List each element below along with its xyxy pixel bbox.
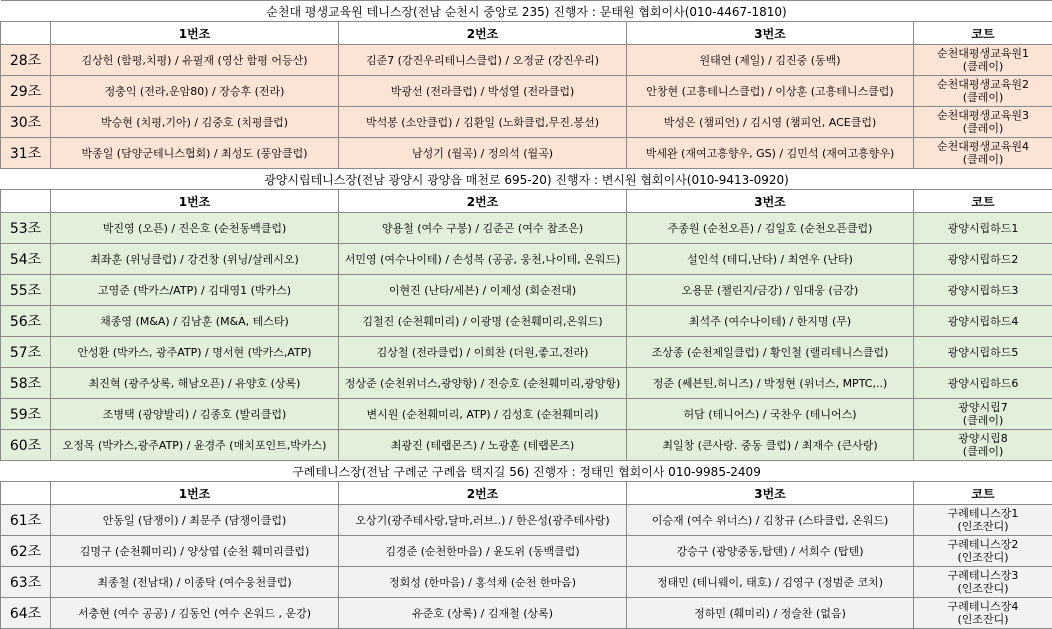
column-header: 2번조 (339, 190, 627, 213)
column-header: 코트 (914, 190, 1052, 213)
court-cell: 광양시립하드5 (914, 337, 1052, 368)
group-number-cell: 61조 (1, 505, 51, 536)
team-3-cell: 최일창 (큰사랑. 중동 클럽) / 최재수 (큰사랑) (627, 430, 914, 461)
team-2-cell: 김준7 (강진우리테니스클럽) / 오정균 (강진우리) (339, 45, 627, 76)
team-3-cell: 정준 (쎄븐틴,허니즈) / 박정현 (위너스, MPTC,..) (627, 368, 914, 399)
column-header: 1번조 (51, 190, 339, 213)
team-1-cell: 최진혁 (광주상록, 해남오픈) / 유양호 (상록) (51, 368, 339, 399)
court-cell: 순천대평생교육원3 (클레이) (914, 107, 1052, 138)
team-3-cell: 최석주 (여수나이테) / 한지명 (무) (627, 306, 914, 337)
team-3-cell: 주종원 (순천오픈) / 김일호 (순천오픈클럽) (627, 213, 914, 244)
team-2-cell: 남성기 (월곡) / 정의석 (월곡) (339, 138, 627, 169)
team-3-cell: 정하민 (훼미리) / 정슬찬 (없음) (627, 598, 914, 629)
court-cell: 광양시립하드2 (914, 244, 1052, 275)
venue-title: 구례테니스장(전남 구례군 구례읍 택지길 56) 진행자 : 정태민 협회이사 010-9985-2409 (1, 461, 1052, 482)
group-number-cell: 31조 (1, 138, 51, 169)
court-cell: 구례테니스장2 (인조잔디) (914, 536, 1052, 567)
group-number-cell: 53조 (1, 213, 51, 244)
court-cell: 구례테니스장4 (인조잔디) (914, 598, 1052, 629)
team-2-cell: 오상기(광주테사랑,달마,러브..) / 한은성(광주테사랑) (339, 505, 627, 536)
team-2-cell: 양용철 (여수 구봉) / 김준곤 (여수 참조은) (339, 213, 627, 244)
header-blank-cell (1, 482, 51, 505)
team-1-cell: 조병택 (광양발리) / 김종호 (발리클럽) (51, 399, 339, 430)
team-3-cell: 박세완 (재여고흥향우, GS) / 김민석 (재여고흥향우) (627, 138, 914, 169)
venue-row (1, 169, 1052, 190)
match-row (1, 505, 1052, 536)
group-number-cell: 62조 (1, 536, 51, 567)
court-cell: 구례테니스장3 (인조잔디) (914, 567, 1052, 598)
team-1-cell: 안동일 (담쟁이) / 최문주 (담쟁이클럽) (51, 505, 339, 536)
team-1-cell: 채종영 (M&A) / 김남훈 (M&A, 테스타) (51, 306, 339, 337)
team-1-cell: 박종일 (담양군테니스협회) / 최성도 (풍암클럽) (51, 138, 339, 169)
match-row (1, 567, 1052, 598)
venue-title: 광양시립테니스장(전남 광양시 광양읍 매천로 695-20) 진행자 : 변시원 협회이사(010-9413-0920) (1, 169, 1052, 190)
team-3-cell: 안창현 (고흥테니스클럽) / 이상훈 (고흥테니스클럽) (627, 76, 914, 107)
match-row (1, 598, 1052, 629)
court-cell: 순천대평생교육원2 (클레이) (914, 76, 1052, 107)
team-2-cell: 서민영 (여수나이테) / 손성복 (공공, 웅천,나이테, 온워드) (339, 244, 627, 275)
team-1-cell: 박진영 (오픈) / 진은호 (순천동백클럽) (51, 213, 339, 244)
team-1-cell: 정충익 (전라,운암80) / 장승후 (전라) (51, 76, 339, 107)
match-row (1, 536, 1052, 567)
venue-section (1, 169, 1052, 461)
team-3-cell: 강승구 (광양중동,탑텐) / 서희수 (탑텐) (627, 536, 914, 567)
court-cell: 광양시립8 (클레이) (914, 430, 1052, 461)
team-1-cell: 오정목 (박카스,광주ATP) / 윤경주 (매치포인트,박카스) (51, 430, 339, 461)
column-header: 3번조 (627, 22, 914, 45)
court-cell: 구례테니스장1 (인조잔디) (914, 505, 1052, 536)
column-header: 3번조 (627, 190, 914, 213)
match-row (1, 275, 1052, 306)
match-row (1, 45, 1052, 76)
venue-section (1, 1, 1052, 169)
team-1-cell: 김상헌 (함평,치평) / 유필재 (영산 함평 어등산) (51, 45, 339, 76)
match-row (1, 76, 1052, 107)
group-number-cell: 30조 (1, 107, 51, 138)
court-cell: 순천대평생교육원1 (클레이) (914, 45, 1052, 76)
match-row (1, 306, 1052, 337)
match-row (1, 213, 1052, 244)
column-header: 3번조 (627, 482, 914, 505)
court-cell: 광양시립하드6 (914, 368, 1052, 399)
venue-title: 순천대 평생교육원 테니스장(전남 순천시 중앙로 235) 진행자 : 문태원 협회이사(010-4467-1810) (1, 1, 1052, 22)
group-number-cell: 28조 (1, 45, 51, 76)
team-2-cell: 김철진 (순천훼미리) / 이광명 (순천훼미리,온워드) (339, 306, 627, 337)
group-number-cell: 63조 (1, 567, 51, 598)
team-3-cell: 허담 (테니어스) / 국찬우 (테니어스) (627, 399, 914, 430)
team-2-cell: 정상준 (순천위너스,광양항) / 전승호 (순천훼미리,광양항) (339, 368, 627, 399)
column-header: 1번조 (51, 482, 339, 505)
match-row (1, 337, 1052, 368)
column-header: 1번조 (51, 22, 339, 45)
team-2-cell: 박광선 (전라클럽) / 박성열 (전라클럽) (339, 76, 627, 107)
court-cell: 순천대평생교육원4 (클레이) (914, 138, 1052, 169)
team-1-cell: 안성환 (박카스, 광주ATP) / 명서현 (박카스,ATP) (51, 337, 339, 368)
court-cell: 광양시립하드4 (914, 306, 1052, 337)
header-row (1, 482, 1052, 505)
group-number-cell: 57조 (1, 337, 51, 368)
team-3-cell: 설인석 (테디,난타) / 최연우 (난타) (627, 244, 914, 275)
match-row (1, 244, 1052, 275)
group-number-cell: 60조 (1, 430, 51, 461)
venue-section (1, 461, 1052, 629)
match-row (1, 430, 1052, 461)
team-3-cell: 정태민 (테니웨이, 태호) / 김영구 (정범준 코치) (627, 567, 914, 598)
team-3-cell: 원태연 (제일) / 김진중 (동백) (627, 45, 914, 76)
court-cell: 광양시립하드3 (914, 275, 1052, 306)
team-1-cell: 서충현 (여수 공공) / 김동언 (여수 온워드 , 운강) (51, 598, 339, 629)
match-row (1, 368, 1052, 399)
group-number-cell: 58조 (1, 368, 51, 399)
team-1-cell: 고영준 (박카스/ATP) / 김대영1 (박카스) (51, 275, 339, 306)
team-1-cell: 최종철 (전남대) / 이종탁 (여수웅천클럽) (51, 567, 339, 598)
group-number-cell: 54조 (1, 244, 51, 275)
match-row (1, 138, 1052, 169)
group-number-cell: 55조 (1, 275, 51, 306)
header-row (1, 190, 1052, 213)
team-2-cell: 최광진 (테랩몬즈) / 노광훈 (테랩몬즈) (339, 430, 627, 461)
group-number-cell: 64조 (1, 598, 51, 629)
header-blank-cell (1, 190, 51, 213)
team-3-cell: 조상종 (순천제일클럽) / 황인철 (랠리테니스클럽) (627, 337, 914, 368)
venue-row (1, 1, 1052, 22)
column-header: 2번조 (339, 482, 627, 505)
team-3-cell: 박성은 (챔피언) / 김시영 (챔피언, ACE클럽) (627, 107, 914, 138)
team-3-cell: 오용문 (챌린지/금강) / 임대웅 (금강) (627, 275, 914, 306)
header-row (1, 22, 1052, 45)
court-cell: 광양시립하드1 (914, 213, 1052, 244)
group-number-cell: 56조 (1, 306, 51, 337)
team-2-cell: 유준호 (상록) / 김재철 (상록) (339, 598, 627, 629)
header-blank-cell (1, 22, 51, 45)
team-2-cell: 박석봉 (소안클럽) / 김환일 (노화클럽,무진.봉선) (339, 107, 627, 138)
team-3-cell: 이승재 (여수 위너스) / 김창규 (스타클럽, 온워드) (627, 505, 914, 536)
group-number-cell: 29조 (1, 76, 51, 107)
team-2-cell: 김상철 (전라클럽) / 이희찬 (더원,좋고,전라) (339, 337, 627, 368)
column-header: 코트 (914, 22, 1052, 45)
column-header: 2번조 (339, 22, 627, 45)
court-cell: 광양시립7 (클레이) (914, 399, 1052, 430)
team-1-cell: 박승현 (치평,기아) / 김중호 (치평클럽) (51, 107, 339, 138)
team-2-cell: 정회성 (한마음) / 홍석채 (순천 한마음) (339, 567, 627, 598)
team-1-cell: 김명구 (순천훼미리) / 양상엽 (순천 훼미리클럽) (51, 536, 339, 567)
group-number-cell: 59조 (1, 399, 51, 430)
match-row (1, 399, 1052, 430)
team-2-cell: 김경준 (순천한마음) / 윤도위 (동백클럽) (339, 536, 627, 567)
team-1-cell: 최좌훈 (위닝클럽) / 강건창 (위닝/살레시오) (51, 244, 339, 275)
team-2-cell: 이현진 (난타/세븐) / 이제성 (회순전대) (339, 275, 627, 306)
column-header: 코트 (914, 482, 1052, 505)
venue-row (1, 461, 1052, 482)
team-2-cell: 변시원 (순천훼미리, ATP) / 김성호 (순천훼미리) (339, 399, 627, 430)
match-row (1, 107, 1052, 138)
